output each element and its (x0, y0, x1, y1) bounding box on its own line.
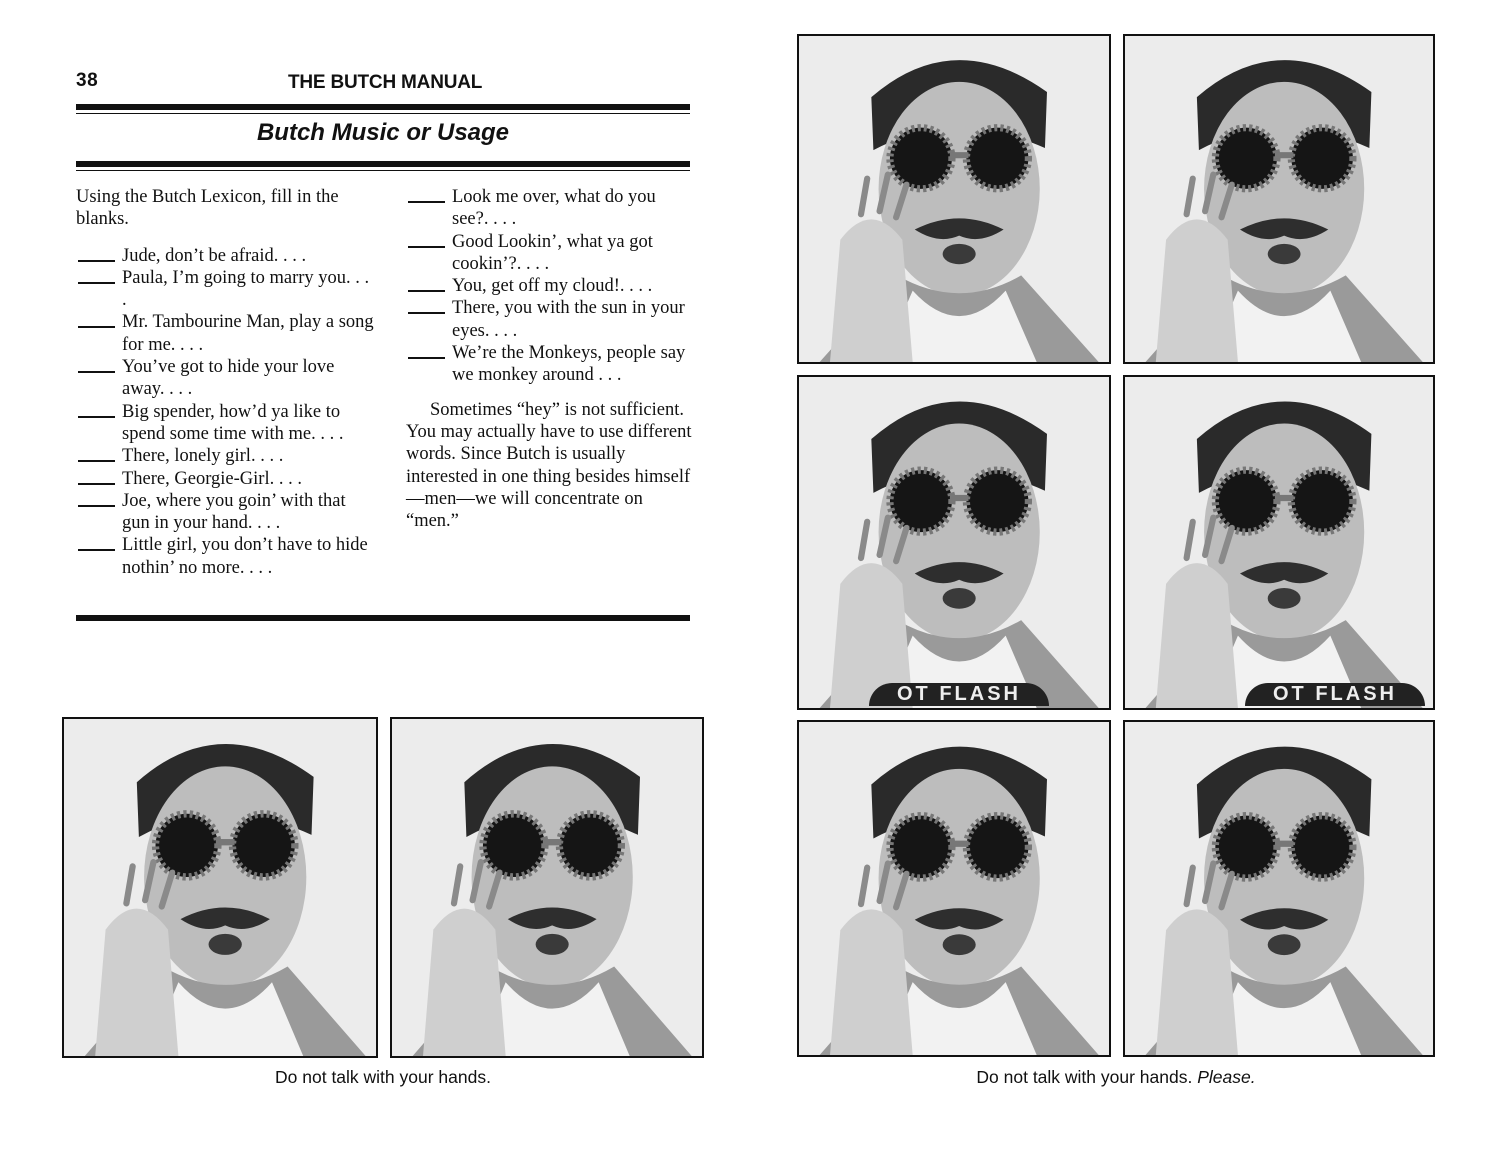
fill-in-item: Jude, don’t be afraid. . . . (76, 245, 376, 267)
caption-right-text: Do not talk with your hands. (976, 1067, 1193, 1087)
photo-right-2 (1123, 34, 1435, 364)
photo-right-5 (797, 720, 1111, 1057)
intro-text: Using the Butch Lexicon, fill in the blanks. (76, 187, 339, 230)
shirt-text: OT FLASH (869, 683, 1049, 706)
blank-line (78, 483, 115, 485)
blank-line (408, 290, 445, 292)
section-rule-bottom (76, 615, 690, 621)
running-head: THE BUTCH MANUAL (288, 72, 483, 93)
caption-left: Do not talk with your hands. (275, 1067, 491, 1087)
header-rule-top (76, 104, 690, 110)
photo-right-1 (797, 34, 1111, 364)
shirt-text: OT FLASH (1245, 683, 1425, 706)
fill-in-item: Look me over, what do you see?. . . . (406, 186, 696, 231)
fill-in-item: Big spender, how’d ya like to spend some time with me. . . . (76, 401, 376, 446)
photo-right-4 (1123, 375, 1435, 710)
photo-left-1 (62, 717, 378, 1058)
left-text-column (76, 186, 376, 579)
fill-in-item: Paula, I’m going to marry you. . . . (76, 267, 376, 312)
fill-in-item: Joe, where you goin’ with that gun in your hand. . . . (76, 490, 376, 535)
blank-line (78, 282, 115, 284)
photo-right-6 (1123, 720, 1435, 1057)
fill-in-item: You, get off my cloud!. . . . (406, 275, 696, 297)
section-title: Butch Music or Usage (256, 119, 510, 146)
fill-in-item: There, lonely girl. . . . (76, 445, 376, 467)
blank-line (408, 201, 445, 203)
blank-line (78, 549, 115, 551)
body-paragraph: Sometimes “hey” is not sufficient. You may actually have to use different words. Since Butch is usually interested in one thing besides himself—men—we will concentrate on “men.” (406, 399, 692, 532)
caption-right-emphasis: Please. (1197, 1067, 1256, 1087)
fill-in-item: There, Georgie-Girl. . . . (76, 468, 376, 490)
blank-line (78, 326, 115, 328)
blank-line (78, 260, 115, 262)
blank-line (78, 460, 115, 462)
fill-in-item: We’re the Monkeys, people say we monkey around . . . (406, 342, 696, 387)
fill-in-item: You’ve got to hide your love away. . . . (76, 356, 376, 401)
fill-in-item: Good Lookin’, what ya got cookin’?. . . . (406, 231, 696, 276)
blank-line (78, 505, 115, 507)
blank-line (408, 312, 445, 314)
photo-left-2 (390, 717, 704, 1058)
fill-in-item: Mr. Tambourine Man, play a song for me. . . . (76, 311, 376, 356)
fill-in-item: Little girl, you don’t have to hide nothin’ no more. . . . (76, 534, 376, 579)
fill-in-item: There, you with the sun in your eyes. . . . (406, 297, 696, 342)
blank-line (408, 246, 445, 248)
blank-line (78, 416, 115, 418)
blank-line (408, 357, 445, 359)
blank-line (78, 371, 115, 373)
header-rule-bottom (76, 161, 690, 167)
right-text-column (406, 186, 696, 532)
caption-right (797, 1067, 1435, 1088)
page-number: 38 (76, 70, 99, 91)
photo-right-3 (797, 375, 1111, 710)
